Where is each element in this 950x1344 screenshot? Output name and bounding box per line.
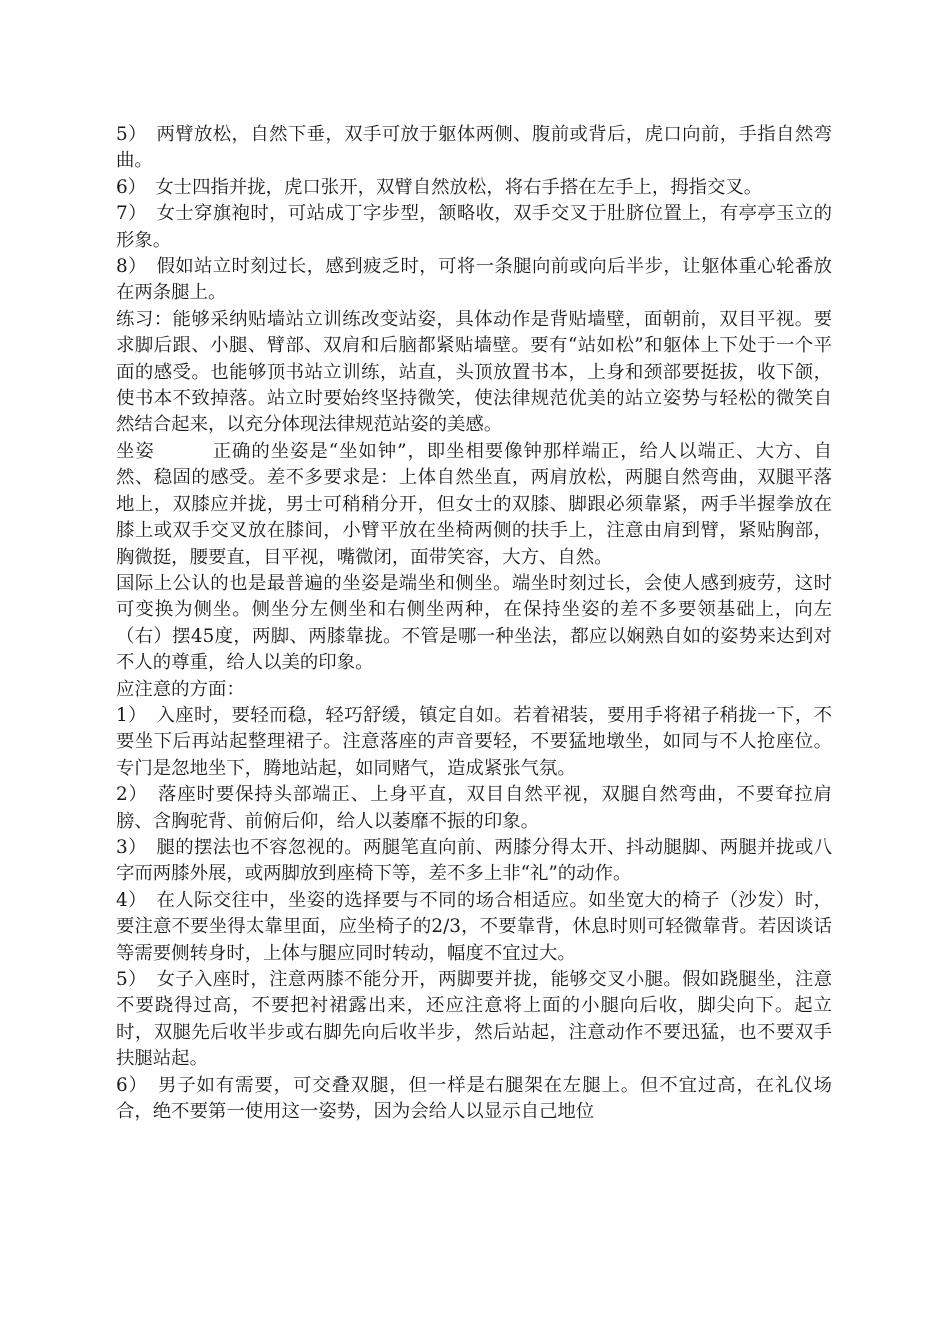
paragraph-stand-6: 6） 女士四指并拢，虎口张开，双臂自然放松，将右手搭在左手上，拇指交叉。 [116, 176, 763, 198]
paragraph-stand-7: 7） 女士穿旗袍时，可站成丁字步型，颔略收，双手交叉于肚脐位置上，有亭亭玉立的形象。 [116, 203, 832, 251]
paragraph-stand-8: 8） 假如站立时刻过长，感到疲乏时，可将一条腿向前或向后半步，让躯体重心轮番放在两条腿上。 [116, 256, 832, 304]
paragraph-sitting-types: 国际上公认的也是最普遍的坐姿是端坐和侧坐。端坐时刻过长，会使人感到疲劳，这时可变换为侧坐。侧坐分左侧坐和右侧坐两种，在保持坐姿的差不多要领基础上，向左（右）摆45度，两脚、两膝靠拢。不管是哪一种坐法，都应以娴熟自如的姿势来达到对不人的尊重，给人以美的印象。 [116, 572, 832, 674]
paragraph-stand-5: 5） 两臂放松，自然下垂，双手可放于躯体两侧、腹前或背后，虎口向前，手指自然弯曲。 [116, 124, 832, 172]
paragraph-sit-3: 3） 腿的摆法也不容忽视的。两腿笔直向前、两膝分得太开、抖动腿脚、两腿并拢或八字而两膝外展，或两脚放到座椅下等，差不多上非“礼”的动作。 [116, 836, 832, 885]
paragraph-sit-4: 4） 在人际交往中，坐姿的选择要与不同的场合相适应。如坐宽大的椅子（沙发）时，要注意不要坐得太靠里面，应坐椅子的2/3，不要靠背，休息时则可轻微靠背。若因谈话等需要侧转身时，上体与腿应同时转动，幅度不宜过大。 [116, 889, 832, 964]
paragraph-practice: 练习：能够采纳贴墙站立训练改变站姿，具体动作是背贴墙壁，面朝前，双目平视。要求脚后跟、小腿、臂部、双肩和后脑都紧贴墙壁。要有“站如松”和躯体上下处于一个平面的感受。也能够顶书站立训练，站直，头顶放置书本，上身和颈部要挺拔，收下颌，使书本不致掉落。站立时要始终坚持微笑，使法律规范优美的站立姿势与轻松的微笑自然结合起来，以充分体现法律规范站姿的美感。 [116, 308, 832, 436]
paragraph-sit-6: 6） 男子如有需要，可交叠双腿，但一样是右腿架在左腿上。但不宜过高，在礼仪场合，绝不要第一使用这一姿势，因为会给人以显示自己地位 [116, 1074, 832, 1123]
paragraph-sitting-posture: 坐姿 正确的坐姿是“坐如钟”，即坐相要像钟那样端正，给人以端正、大方、自然、稳固的感受。差不多要求是：上体自然坐直，两肩放松，两腿自然弯曲，双腿平落地上，双膝应并拢，男士可稍稍分开，但女士的双膝、脚跟必须靠紧，两手半握拳放在膝上或双手交叉放在膝间，小臂平放在坐椅两侧的扶手上，注意由肩到臂，紧贴胸部，胸微挺，腰要直，目平视，嘴微闭，面带笑容，大方、自然。 [116, 440, 832, 568]
paragraph-sit-2: 2） 落座时要保持头部端正、上身平直，双目自然平视，双腿自然弯曲，不要耷拉肩膀、含胸驼背、前俯后仰，给人以萎靡不振的印象。 [116, 784, 832, 832]
document-body [116, 122, 832, 1125]
paragraph-sit-1: 1） 入座时，要轻而稳，轻巧舒缓，镇定自如。若着裙装，要用手将裙子稍拢一下，不要坐下后再站起整理裙子。注意落座的声音要轻，不要猛地墩坐，如同与不人抢座位。专门是忽地坐下，腾地站起，如同赌气，造成紧张气氛。 [116, 704, 832, 779]
paragraph-sit-5: 5） 女子入座时，注意两膝不能分开，两脚要并拢，能够交叉小腿。假如跷腿坐，注意不要跷得过高，不要把衬裙露出来，还应注意将上面的小腿向后收，脚尖向下。起立时，双腿先后收半步或右脚先向后收半步，然后站起，注意动作不要迅猛，也不要双手扶腿站起。 [116, 969, 832, 1070]
paragraph-notes-heading: 应注意的方面： [116, 678, 245, 700]
